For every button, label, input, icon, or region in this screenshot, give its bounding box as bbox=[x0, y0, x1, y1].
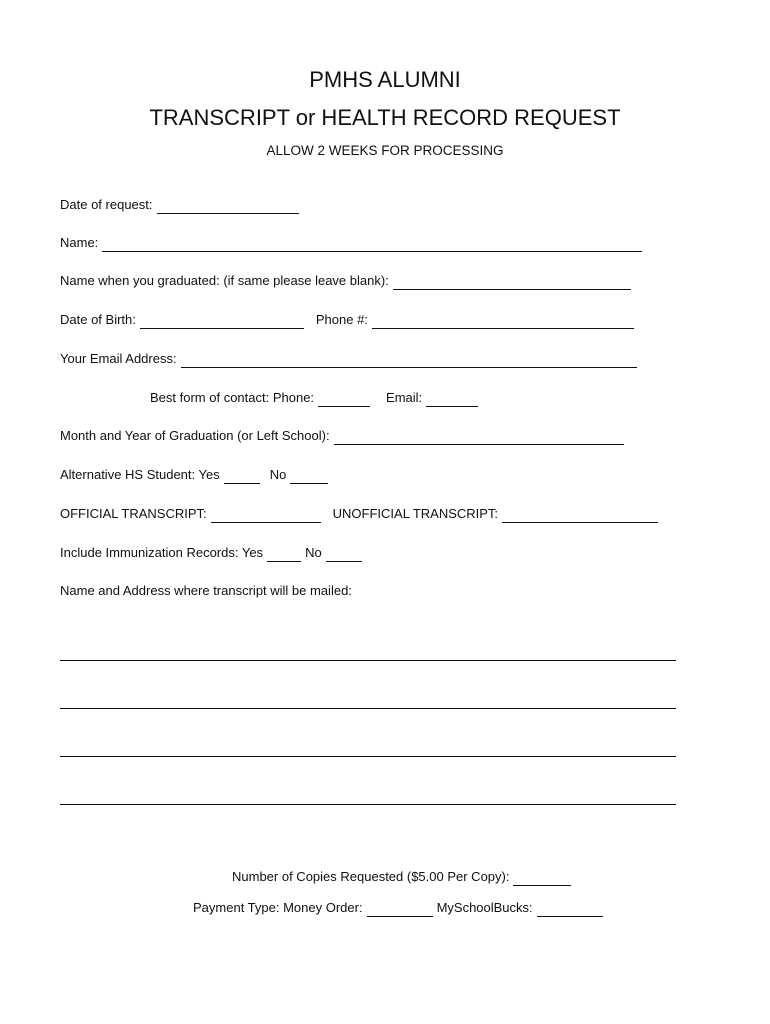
form-title-request: TRANSCRIPT or HEALTH RECORD REQUEST bbox=[149, 105, 621, 130]
dob-phone-row bbox=[60, 311, 634, 329]
alt-hs-row bbox=[60, 466, 328, 484]
email-row bbox=[60, 350, 637, 368]
copies-row bbox=[232, 868, 571, 886]
unofficial-label: UNOFFICIAL TRANSCRIPT: bbox=[332, 506, 499, 521]
mailing-address-line-2[interactable] bbox=[60, 708, 676, 709]
money-order-field[interactable] bbox=[367, 903, 433, 917]
name-row bbox=[60, 234, 642, 252]
official-label: OFFICIAL TRANSCRIPT: bbox=[60, 506, 207, 521]
payment-label: Payment Type: Money Order: bbox=[193, 900, 363, 915]
name-graduated-row bbox=[60, 272, 631, 290]
graduation-row bbox=[60, 427, 624, 445]
alt-hs-yes-field[interactable] bbox=[224, 470, 260, 484]
best-contact-email-field[interactable] bbox=[426, 393, 478, 407]
alt-hs-label: Alternative HS Student: Yes bbox=[60, 467, 220, 482]
immunization-yes-field[interactable] bbox=[267, 548, 301, 562]
date-of-request-row bbox=[60, 196, 299, 214]
phone-field[interactable] bbox=[372, 315, 634, 329]
mailing-row bbox=[60, 582, 352, 600]
phone-label: Phone #: bbox=[315, 312, 368, 327]
myschoolbucks-label: MySchoolBucks: bbox=[436, 900, 533, 915]
mailing-label: Name and Address where transcript will be mailed: bbox=[60, 583, 352, 598]
graduation-label: Month and Year of Graduation (or Left School): bbox=[60, 428, 330, 443]
mailing-address-line-4[interactable] bbox=[60, 804, 676, 805]
immunization-row bbox=[60, 544, 362, 562]
name-field[interactable] bbox=[102, 238, 642, 252]
name-graduated-label: Name when you graduated: (if same please leave blank): bbox=[60, 273, 389, 288]
form-title: PMHS ALUMNI bbox=[309, 67, 461, 92]
copies-field[interactable] bbox=[513, 872, 571, 886]
dob-label: Date of Birth: bbox=[60, 312, 136, 327]
name-label: Name: bbox=[60, 235, 99, 250]
best-contact-row bbox=[150, 389, 478, 407]
dob-field[interactable] bbox=[140, 315, 304, 329]
best-contact-email-label: Email: bbox=[386, 390, 423, 405]
immunization-no-label: No bbox=[305, 545, 322, 560]
best-contact-label: Best form of contact: Phone: bbox=[150, 390, 315, 405]
date-of-request-field[interactable] bbox=[157, 200, 299, 214]
myschoolbucks-field[interactable] bbox=[537, 903, 603, 917]
mailing-address-line-3[interactable] bbox=[60, 756, 676, 757]
graduation-field[interactable] bbox=[334, 431, 624, 445]
unofficial-field[interactable] bbox=[502, 509, 658, 523]
copies-label: Number of Copies Requested ($5.00 Per Copy): bbox=[232, 869, 510, 884]
form-subtitle: ALLOW 2 WEEKS FOR PROCESSING bbox=[266, 143, 504, 158]
mailing-address-line-1[interactable] bbox=[60, 660, 676, 661]
name-graduated-field[interactable] bbox=[393, 276, 631, 290]
alt-hs-no-label: No bbox=[269, 467, 287, 482]
email-label: Your Email Address: bbox=[60, 351, 177, 366]
alt-hs-no-field[interactable] bbox=[290, 470, 328, 484]
best-contact-phone-field[interactable] bbox=[318, 393, 370, 407]
immunization-no-field[interactable] bbox=[326, 548, 362, 562]
payment-row bbox=[193, 899, 603, 917]
date-of-request-label: Date of request: bbox=[60, 197, 153, 212]
immunization-label: Include Immunization Records: Yes bbox=[60, 545, 264, 560]
email-field[interactable] bbox=[181, 354, 637, 368]
transcript-row bbox=[60, 505, 658, 523]
official-field[interactable] bbox=[211, 509, 321, 523]
